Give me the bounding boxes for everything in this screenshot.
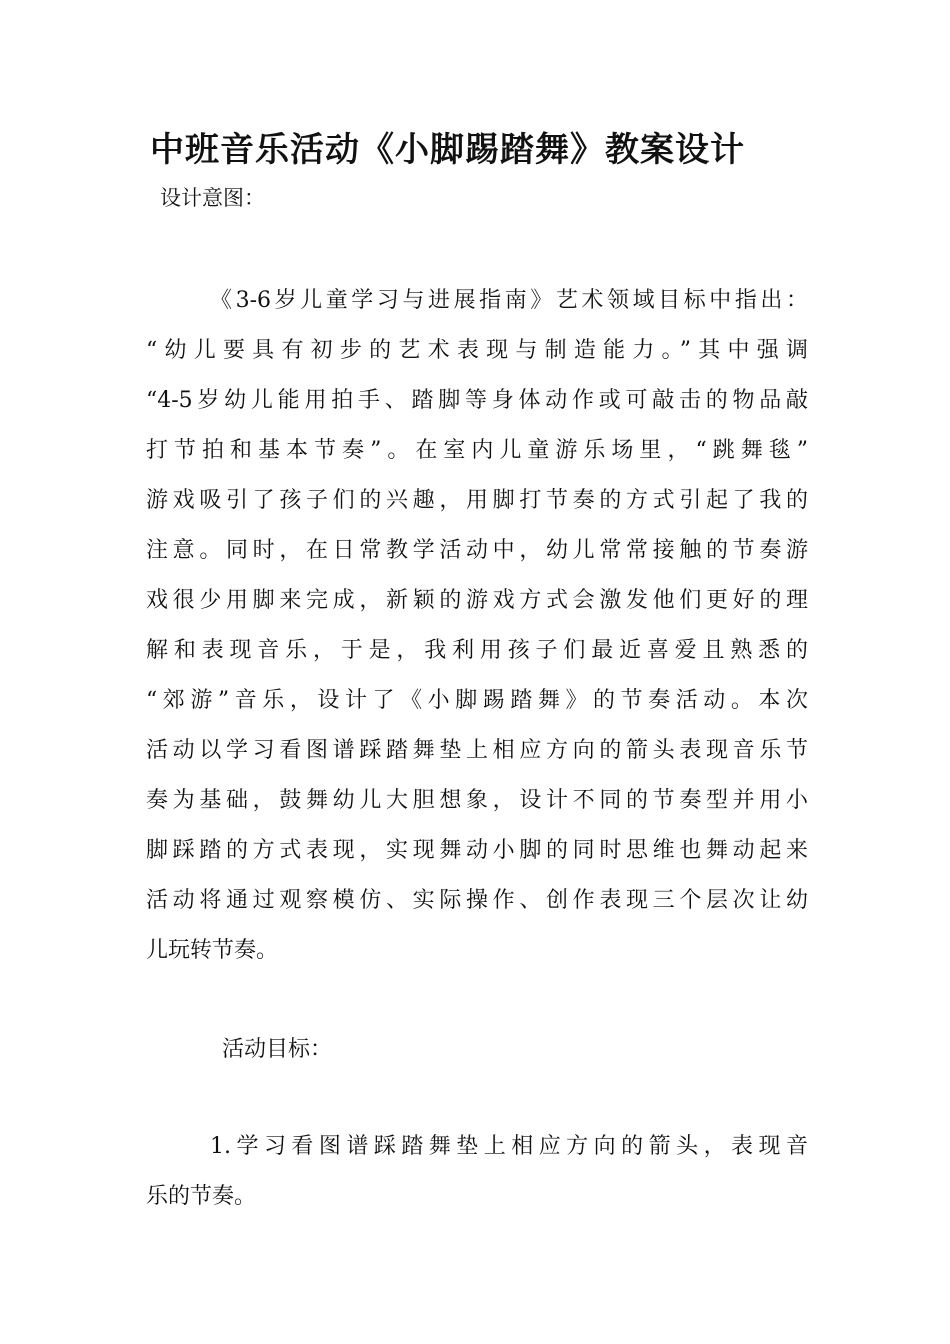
goals-heading: 活动目标： xyxy=(222,1037,333,1062)
paragraph-line: 1.学习看图谱踩踏舞垫上相应方向的箭头，表现音 xyxy=(210,1134,808,1159)
paragraph-line: 《3-6岁儿童学习与进展指南》艺术领域目标中指出： xyxy=(210,288,808,313)
design-intent-label: 设计意图： xyxy=(160,186,265,210)
paragraph-line: 活动以学习看图谱踩踏舞垫上相应方向的箭头表现音乐节 xyxy=(146,738,808,763)
goal-item-1 xyxy=(146,1122,808,1222)
paragraph-line: 戏很少用脚来完成，新颖的游戏方式会激发他们更好的理 xyxy=(146,588,808,613)
paragraph-line: “4-5岁幼儿能用拍手、踏脚等身体动作或可敲击的物品敲 xyxy=(146,388,808,413)
paragraph-line: 打节拍和基本节奏”。在室内儿童游乐场里，“跳舞毯” xyxy=(146,438,808,463)
paragraph-line: 奏为基础，鼓舞幼儿大胆想象，设计不同的节奏型并用小 xyxy=(146,788,808,813)
intro-paragraph xyxy=(146,276,808,976)
paragraph-line: 游戏吸引了孩子们的兴趣，用脚打节奏的方式引起了我的 xyxy=(146,488,808,513)
paragraph-line: 脚踩踏的方式表现，实现舞动小脚的同时思维也舞动起来 xyxy=(146,838,808,863)
paragraph-line: 活动将通过观察模仿、实际操作、创作表现三个层次让幼 xyxy=(146,888,808,913)
paragraph-line: “幼儿要具有初步的艺术表现与制造能力。”其中强调 xyxy=(146,338,808,363)
paragraph-line: “郊游”音乐，设计了《小脚踢踏舞》的节奏活动。本次 xyxy=(146,688,808,713)
paragraph-line: 乐的节奏。 xyxy=(146,1184,257,1209)
paragraph-line: 儿玩转节奏。 xyxy=(146,938,279,963)
document-title: 中班音乐活动《小脚踢踏舞》教案设计 xyxy=(150,130,745,170)
paragraph-line: 解和表现音乐，于是，我利用孩子们最近喜爱且熟悉的 xyxy=(146,638,808,663)
paragraph-line: 注意。同时，在日常教学活动中，幼儿常常接触的节奏游 xyxy=(146,538,808,563)
